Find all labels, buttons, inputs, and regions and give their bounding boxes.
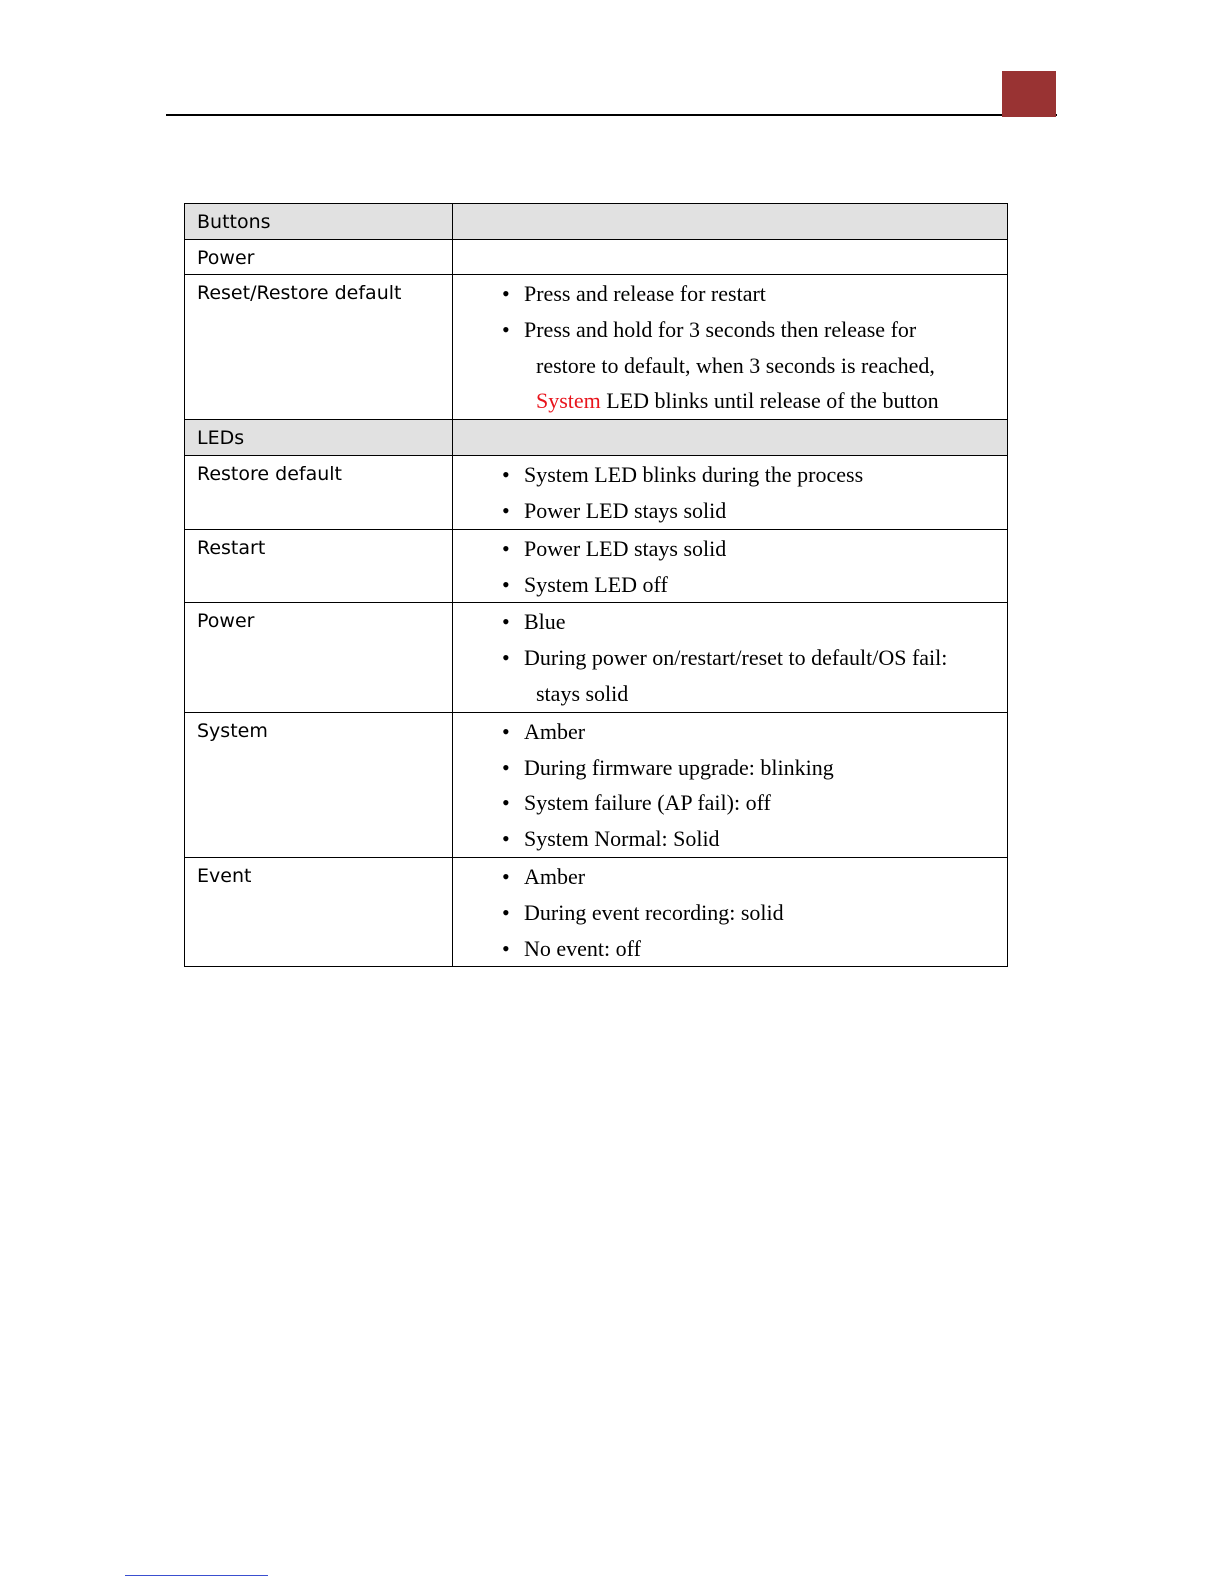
list-item-text: During firmware upgrade: blinking — [524, 754, 834, 780]
section-header-empty-cell — [453, 420, 1008, 456]
list-item-text: Amber — [524, 718, 586, 744]
list-item-text: Amber — [524, 863, 586, 889]
row-label: Power — [185, 240, 453, 275]
bullet-icon: • — [502, 316, 510, 342]
bullet-icon: • — [502, 609, 510, 635]
row-label: Restore default — [185, 456, 453, 530]
list-item — [502, 821, 999, 857]
table-row — [185, 857, 1008, 966]
list-item — [502, 859, 999, 895]
row-label: Restart — [185, 529, 453, 603]
spec-table — [184, 203, 1008, 967]
list-item-text: System Normal: Solid — [524, 826, 720, 852]
list-item — [502, 895, 999, 931]
footnote-rule — [125, 1575, 268, 1576]
bullet-icon: • — [502, 535, 510, 561]
row-description — [453, 240, 1008, 275]
bullet-list — [502, 457, 999, 529]
table-row — [185, 275, 1008, 420]
row-description — [453, 456, 1008, 530]
list-item — [502, 931, 999, 967]
section-header-buttons — [185, 204, 1008, 240]
bullet-icon: • — [502, 571, 510, 597]
bullet-icon: • — [502, 935, 510, 961]
bullet-icon: • — [502, 863, 510, 889]
list-item-text: System LED off — [524, 571, 668, 597]
list-item — [502, 276, 999, 312]
section-header-leds — [185, 420, 1008, 456]
bullet-icon: • — [502, 826, 510, 852]
list-item — [502, 457, 999, 493]
list-item-continuation — [524, 383, 999, 419]
list-item — [502, 785, 999, 821]
bullet-list — [502, 714, 999, 857]
row-label: Power — [185, 603, 453, 712]
table-row — [185, 529, 1008, 603]
bullet-icon: • — [502, 790, 510, 816]
row-label: Event — [185, 857, 453, 966]
list-item-text: Press and hold for 3 seconds then release for — [524, 316, 917, 342]
bullet-icon: • — [502, 281, 510, 306]
highlighted-text: System — [536, 388, 601, 414]
bullet-list — [502, 604, 999, 711]
list-item-text: LED blinks until release of the button — [600, 388, 939, 414]
list-item-continuation: stays solid — [536, 680, 629, 706]
bullet-icon: • — [502, 718, 510, 744]
bullet-icon: • — [502, 754, 510, 780]
bullet-icon: • — [502, 497, 510, 523]
list-item-text: During event recording: solid — [524, 899, 784, 925]
bullet-icon: • — [502, 899, 510, 925]
bullet-list — [502, 276, 999, 419]
section-header-empty-cell — [453, 204, 1008, 240]
row-description — [453, 275, 1008, 420]
list-item-text: Press and release for restart — [524, 281, 766, 306]
list-item-text: Blue — [524, 609, 566, 635]
header-color-block — [1002, 71, 1056, 117]
table-row — [185, 603, 1008, 712]
row-description — [453, 712, 1008, 857]
section-title: LEDs — [185, 420, 453, 456]
list-item-text: No event: off — [524, 935, 641, 961]
table-row — [185, 712, 1008, 857]
header-rule — [166, 114, 1057, 116]
bullet-icon: • — [502, 462, 510, 488]
list-item — [502, 531, 999, 567]
row-description — [453, 529, 1008, 603]
list-item — [502, 640, 999, 712]
table-row — [185, 456, 1008, 530]
bullet-icon: • — [502, 645, 510, 671]
list-item-text: Power LED stays solid — [524, 497, 727, 523]
list-item — [502, 567, 999, 603]
list-item — [502, 604, 999, 640]
section-title: Buttons — [185, 204, 453, 240]
list-item-text: During power on/restart/reset to default/OS fail: — [524, 645, 948, 671]
list-item — [502, 750, 999, 786]
list-item — [502, 312, 999, 419]
bullet-list — [502, 531, 999, 603]
list-item-text: Power LED stays solid — [524, 535, 727, 561]
row-description — [453, 603, 1008, 712]
list-item-text: System LED blinks during the process — [524, 462, 864, 488]
row-label: Reset/Restore default — [185, 275, 453, 420]
bullet-list — [502, 859, 999, 966]
list-item-continuation: restore to default, when 3 seconds is reached, — [536, 352, 935, 378]
list-item — [502, 493, 999, 529]
row-label: System — [185, 712, 453, 857]
table-row — [185, 240, 1008, 275]
list-item — [502, 714, 999, 750]
list-item-text: System failure (AP fail): off — [524, 790, 771, 816]
row-description — [453, 857, 1008, 966]
